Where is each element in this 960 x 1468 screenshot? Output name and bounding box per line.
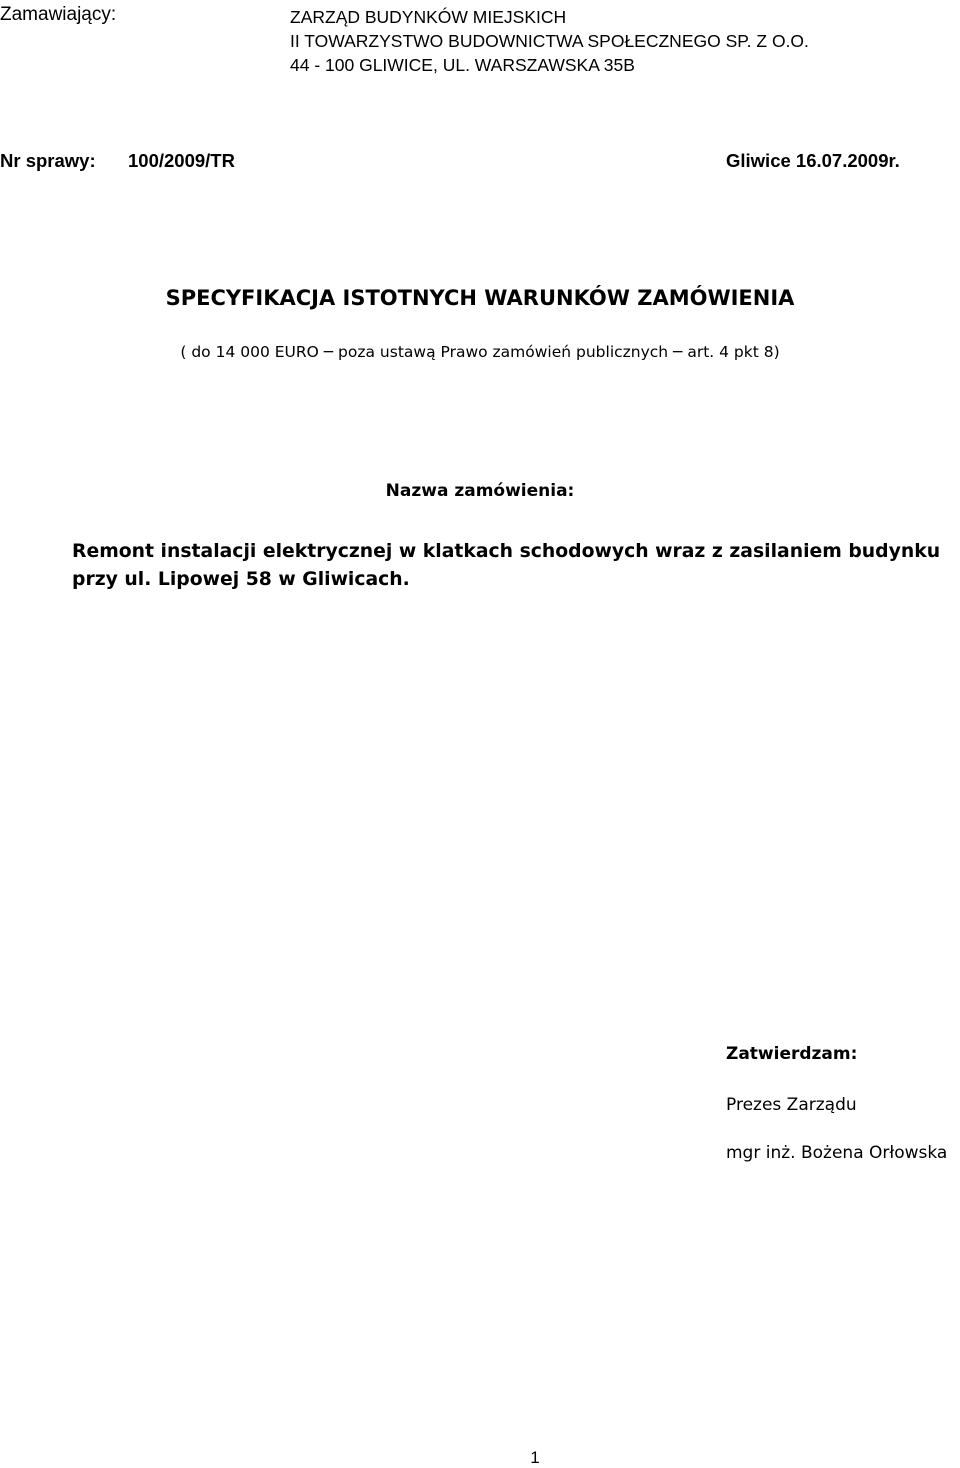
- approval-label: Zatwierdzam:: [726, 1044, 858, 1064]
- orderer-name: ZARZĄD BUDYNKÓW MIEJSKICH: [290, 7, 567, 27]
- case-number: 100/2009/TR: [128, 150, 235, 171]
- case-number-label: Nr sprawy:: [0, 150, 96, 171]
- orderer-label: Zamawiający:: [0, 4, 117, 25]
- document-subtitle: ( do 14 000 EURO ─ poza ustawą Prawo zamówień publicznych ─ art. 4 pkt 8): [180, 343, 780, 361]
- document-title: SPECYFIKACJA ISTOTNYCH WARUNKÓW ZAMÓWIENIA: [165, 286, 795, 310]
- orderer-address: 44 - 100 GLIWICE, UL. WARSZAWSKA 35B: [290, 55, 635, 75]
- page-number: 1: [530, 1448, 540, 1467]
- order-description: Remont instalacji elektrycznej w klatkach schodowych wraz z zasilaniem budynku przy ul. Lipowej 58 w Gliwicach.: [72, 541, 941, 590]
- place-date: Gliwice 16.07.2009r.: [726, 150, 900, 171]
- order-name-label: Nazwa zamówienia:: [385, 481, 575, 501]
- orderer-company: II TOWARZYSTWO BUDOWNICTWA SPOŁECZNEGO SP. Z O.O.: [290, 31, 809, 51]
- approver-name: mgr inż. Bożena Orłowska: [726, 1143, 948, 1163]
- orderer-address-block: [290, 5, 809, 77]
- approver-role: Prezes Zarządu: [726, 1095, 857, 1115]
